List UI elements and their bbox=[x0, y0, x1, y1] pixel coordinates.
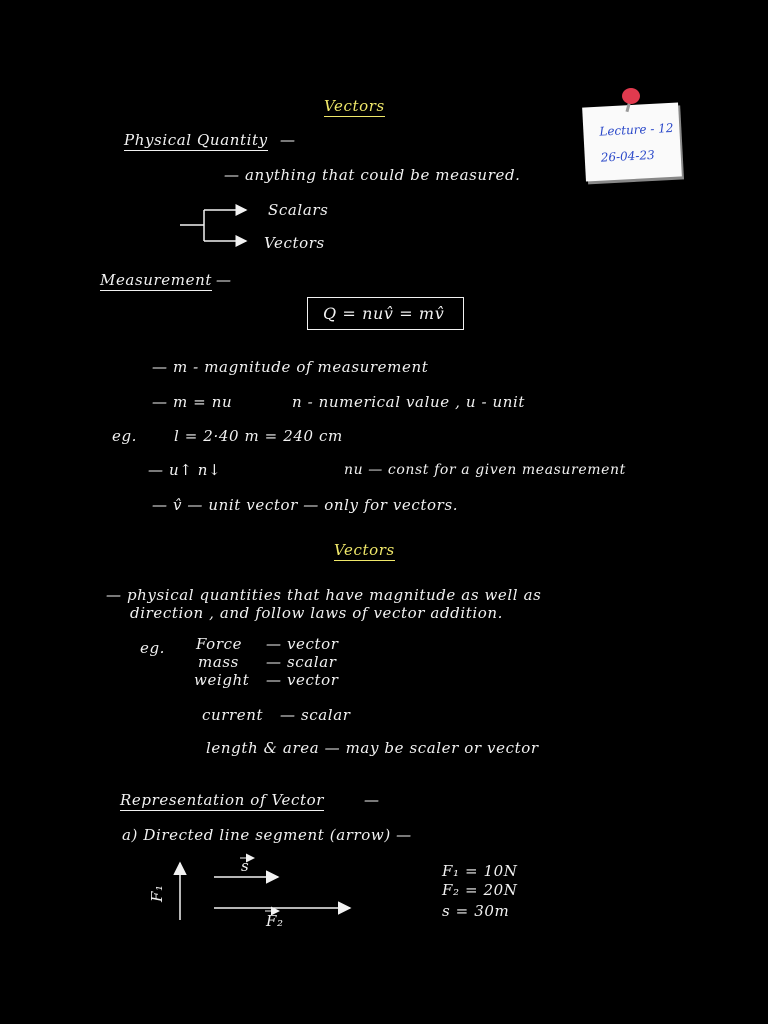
example-name: weight bbox=[194, 671, 250, 689]
f2-value: F₂ = 20N bbox=[442, 881, 518, 899]
unit-vector-note: — v̂ — unit vector — only for vectors. bbox=[152, 496, 459, 514]
example-kind: — vector bbox=[266, 671, 339, 689]
physical-quantity-heading: Physical Quantity bbox=[124, 131, 268, 149]
type-scalars: Scalars bbox=[268, 201, 329, 219]
s-value: s = 30m bbox=[442, 902, 510, 920]
length-area-note: length & area — may be scaler or vector bbox=[206, 739, 539, 757]
measurement-formula: Q = nuv̂ = mv̂ bbox=[323, 304, 445, 323]
note-date: 26-04-23 bbox=[600, 147, 655, 165]
vectors-heading: Vectors bbox=[334, 541, 395, 559]
example-name: mass bbox=[198, 653, 239, 671]
representation-dash: — bbox=[364, 791, 380, 809]
vector-definition-line1: — physical quantities that have magnitude as well as bbox=[106, 586, 542, 604]
example-kind: — vector bbox=[266, 635, 339, 653]
u-n-relation: — u↑ n↓ bbox=[148, 461, 222, 479]
f1-label: F₁ bbox=[148, 884, 166, 902]
current-kind: — scalar bbox=[280, 706, 351, 724]
f2-label: F₂ bbox=[266, 912, 284, 930]
eg-label-examples: eg. bbox=[140, 639, 166, 657]
m-equals-nu: — m = nu bbox=[152, 393, 233, 411]
directed-line-segment-item: a) Directed line segment (arrow) — bbox=[122, 826, 412, 844]
eg-label-length: eg. bbox=[112, 427, 138, 445]
f1-value: F₁ = 10N bbox=[442, 862, 518, 880]
length-example: l = 2·40 m = 240 cm bbox=[174, 427, 343, 445]
physical-quantity-definition: — anything that could be measured. bbox=[224, 166, 521, 184]
current-name: current bbox=[202, 706, 264, 724]
measurement-heading: Measurement bbox=[100, 271, 212, 289]
s-label: s bbox=[241, 857, 250, 875]
type-vectors: Vectors bbox=[264, 234, 325, 252]
n-u-definition: n - numerical value , u - unit bbox=[292, 393, 526, 411]
physical-quantity-dash: — bbox=[280, 131, 296, 149]
vector-definition-line2: direction , and follow laws of vector addition. bbox=[130, 604, 504, 622]
nu-constant-note: nu — const for a given measurement bbox=[344, 462, 626, 478]
page-title: Vectors bbox=[324, 97, 385, 115]
note-lecture-number: Lecture - 12 bbox=[599, 120, 674, 139]
measurement-dash: — bbox=[216, 271, 232, 289]
representation-heading: Representation of Vector bbox=[120, 791, 325, 809]
magnitude-note: — m - magnitude of measurement bbox=[152, 358, 429, 376]
example-name: Force bbox=[196, 635, 243, 653]
example-kind: — scalar bbox=[266, 653, 337, 671]
